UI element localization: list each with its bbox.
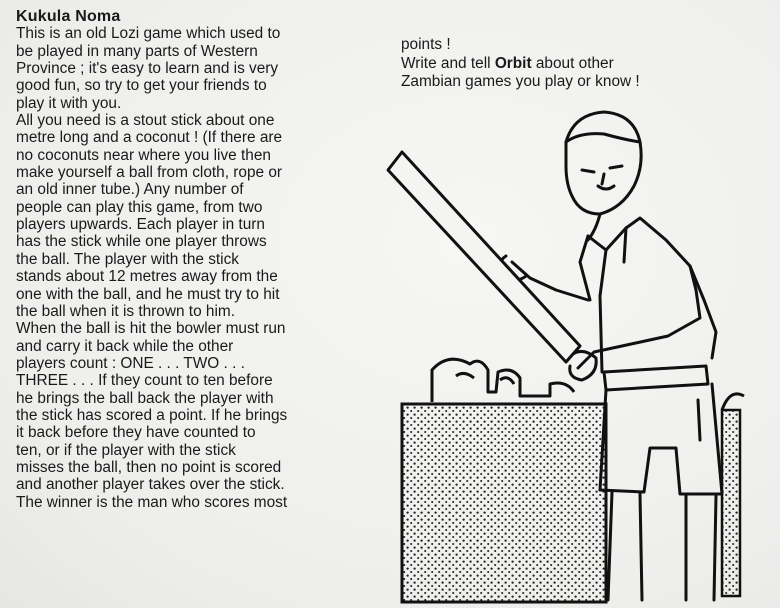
article-paragraph-2: All you need is a stout stick about one metre long and a coconut ! (If there are no coconuts near where you live then make yourself a ball from cloth, rope or an old inner tube.) Any number of people can play this game, from two players upwards. Each player in turn has the stick while one player throws the ball. The player with the stick stands about 12 metres away from the one with the ball, and he must try to hit the ball when it is thrown to him. When the ball is hit the bowler must run and carry it back while the other players count : ONE . . . TWO . . . THREE . . . If they count to ten before he brings the ball back the player with the stick has scored a point. If he brings it back before they have counted to ten, or if the player with the stick misses the ball, then no point is scored and another player takes over the stick. The winner is the man who scores most [16, 112, 288, 511]
man-with-stick-illustration [384, 100, 764, 608]
orbit-name: Orbit [494, 54, 532, 72]
closing-text-start: Write and tell [401, 54, 495, 72]
stick [388, 152, 580, 362]
article-title: Kukula Noma [16, 8, 121, 25]
stippled-wall [402, 404, 740, 602]
article-paragraph-1: This is an old Lozi game which used to be played in many parts of Western Province ; it's easy to learn and is very good fun, so try to get your friends to play it with you. [16, 25, 281, 112]
closing-text-end: about other Zambian games you play or know ! [401, 54, 640, 90]
article-right-column [401, 36, 751, 92]
article-left-column [16, 8, 376, 511]
article-continuation: points ! [401, 36, 451, 53]
closing-paragraph [401, 55, 751, 92]
